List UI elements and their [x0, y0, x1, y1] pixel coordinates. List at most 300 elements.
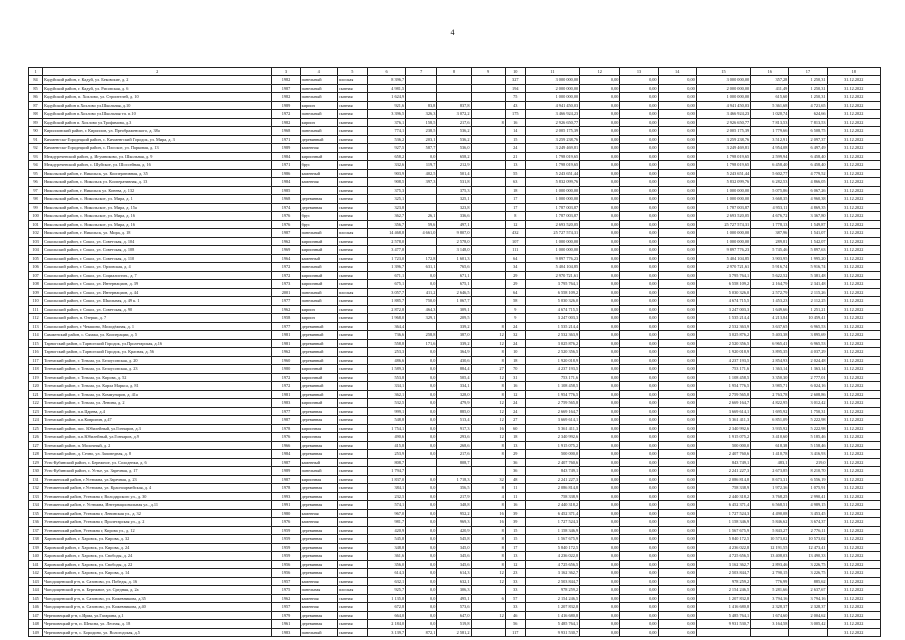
table-cell: 0,00 [580, 152, 620, 161]
table-row [29, 127, 881, 136]
table-row [29, 101, 881, 110]
table-cell: 1987 [272, 458, 300, 467]
table-cell: 1 723,0 [367, 254, 405, 263]
table-cell: 1985 [272, 186, 300, 195]
table-cell: 5 030 326,0 [696, 288, 750, 297]
table-cell: 0,00 [580, 373, 620, 382]
table-cell: 0,00 [658, 297, 696, 306]
table-cell: 384,1 [367, 484, 405, 493]
table-cell: деревянный [300, 322, 337, 331]
table-cell: Тарногский район, с.Тарногский Городок, ул. Красная, д. 56 [43, 348, 272, 357]
table-cell: 0,00 [658, 552, 696, 561]
table-cell: 16 [471, 424, 505, 433]
table-cell: 3 637,65 [751, 322, 789, 331]
table-cell: 0,00 [620, 450, 658, 459]
table-cell: 1 363,14 [751, 365, 789, 374]
table-cell: 99 [29, 203, 43, 212]
table-cell: Никольский район, с. Никольск ул. Кооперативная, д. 13 [43, 178, 272, 187]
table-cell: 57 [505, 594, 525, 603]
table-cell: 1 535 214,4 [525, 322, 579, 331]
table-cell: 1989 [272, 144, 300, 153]
table-cell: 6 558 109,2 [525, 288, 579, 297]
table-cell: 361,6 [367, 552, 405, 561]
table-cell: 1961 [272, 620, 300, 629]
table-cell: 0,00 [620, 484, 658, 493]
table-cell: 2 000 000,00 [696, 84, 750, 93]
table-cell: 8 [471, 543, 505, 552]
table-cell: 4 674 715,5 [525, 305, 579, 314]
table-cell: 1 674,60 [751, 611, 789, 620]
table-cell [471, 152, 505, 161]
table-cell: плоская [337, 229, 367, 238]
table-cell: 0,00 [658, 254, 696, 263]
table-cell: 18 [505, 356, 525, 365]
table-cell: 1977 [272, 322, 300, 331]
table-cell: панельный [300, 127, 337, 136]
table-cell: 1976 [272, 518, 300, 527]
table-row [29, 365, 881, 374]
table-cell: 1 920 018,9 [525, 356, 579, 365]
table-cell: 8 [471, 348, 505, 357]
table-cell: 3 935,92 [751, 424, 789, 433]
table-cell: 776,99 [751, 577, 789, 586]
table-cell: 0,00 [580, 186, 620, 195]
table-cell: 89 [29, 118, 43, 127]
table-cell: скатная [337, 543, 367, 552]
table-cell: Тотемский район, г. Тотьма, ул. Карла Маркса, д. 81 [43, 382, 272, 391]
table-cell: скатная [337, 212, 367, 221]
table-cell: 0,00 [580, 594, 620, 603]
table-cell: 631,1 [406, 263, 437, 272]
table-cell: 2 693 520,05 [525, 220, 579, 229]
table-cell: 0,00 [580, 271, 620, 280]
table-cell: 3 453,45 [789, 509, 827, 518]
table-cell: 375,3 [437, 186, 471, 195]
table-cell: 25 727 574,31 [525, 229, 579, 238]
table-cell: 31.12.2022 [827, 84, 880, 93]
table-cell: панельный [300, 76, 337, 85]
table-cell: деревянная [300, 611, 337, 620]
table-cell: каменная [300, 178, 337, 187]
table-cell: 4 954,08 [751, 144, 789, 153]
table-cell: 328,0 [437, 390, 471, 399]
table-cell: 0,00 [620, 518, 658, 527]
table-cell: 1 000 000,00 [525, 195, 579, 204]
table-cell: 1 108 458,5 [696, 373, 750, 382]
table-cell: 133 [29, 492, 43, 501]
table-cell: 675,1 [437, 280, 471, 289]
table-cell: 0,00 [580, 365, 620, 374]
table-cell [406, 84, 437, 93]
table-cell: 253,9 [367, 450, 405, 459]
table-cell: 134 [29, 501, 43, 510]
table-cell: 17 [505, 203, 525, 212]
table-row [29, 212, 881, 221]
table-cell: 8 [471, 560, 505, 569]
table-cell: Устюженский район, Устюжна г, Пролетарская ул., д. 2 [43, 518, 272, 527]
table-cell: 2 503 844,7 [525, 577, 579, 586]
table-cell: кирпич [300, 101, 337, 110]
table-cell: скатная [337, 518, 367, 527]
table-cell: 3 477,8 [367, 246, 405, 255]
table-cell: 0,00 [658, 475, 696, 484]
table-row [29, 509, 881, 518]
table-cell: 29 [505, 450, 525, 459]
table-cell: 31.12.2022 [827, 382, 880, 391]
table-cell: 2 340 992,6 [696, 424, 750, 433]
table-cell: 31.12.2022 [827, 314, 880, 323]
table-cell: 0,00 [580, 501, 620, 510]
table-cell: 5 222,98 [789, 424, 827, 433]
table-cell: 2 241 227,3 [696, 467, 750, 476]
table-cell: 1 601,3 [437, 254, 471, 263]
table-cell: 0,00 [658, 560, 696, 569]
table-cell: 11 [505, 492, 525, 501]
table-cell: 2 669 164,7 [696, 399, 750, 408]
table-cell: 0,00 [580, 416, 620, 425]
table-cell: 0,00 [580, 76, 620, 85]
table-cell: 8 [471, 356, 505, 365]
table-cell: 10 573,02 [789, 535, 827, 544]
table-row [29, 263, 881, 272]
table-cell: 917,3 [437, 424, 471, 433]
table-cell: 334,1 [437, 382, 471, 391]
table-cell: 0,00 [580, 178, 620, 187]
table-cell: 3 226,75 [789, 569, 827, 578]
table-row [29, 552, 881, 561]
table-cell: 5 916,74 [751, 263, 789, 272]
table-cell: 16 [505, 118, 525, 127]
table-cell: 345,6 [437, 552, 471, 561]
table-cell: 1 158 346,9 [696, 518, 750, 527]
table-cell: 8 [471, 526, 505, 535]
table-cell: 217,6 [437, 118, 471, 127]
table-cell: 31.12.2022 [827, 552, 880, 561]
table-cell: 39 [505, 518, 525, 527]
table-cell: 102 [29, 229, 43, 238]
table-cell: 0,00 [620, 254, 658, 263]
table-row [29, 152, 881, 161]
table-row [29, 467, 881, 476]
table-cell [300, 186, 337, 195]
table-row [29, 586, 881, 595]
table-cell: 5 185,46 [789, 433, 827, 442]
table-cell: 7 813,53 [789, 118, 827, 127]
table-cell: брус [300, 220, 337, 229]
table-cell: 0,00 [580, 297, 620, 306]
table-cell: Сокольский район, г. Сокол, ул. Советская, д. 110 [43, 254, 272, 263]
table-cell: 765,6 [437, 263, 471, 272]
table-cell: 387,96 [751, 229, 789, 238]
table-cell: 114 [29, 331, 43, 340]
column-number-cell: 16 [751, 68, 789, 76]
table-cell: 60 [505, 424, 525, 433]
table-cell: Кадуйский район, п. Хохлово, ул. Строителей, д. 10 [43, 93, 272, 102]
table-cell: 0,00 [580, 424, 620, 433]
table-cell: 536,2 [437, 127, 471, 136]
table-cell: панельный [300, 467, 337, 476]
table-cell: 0,00 [658, 212, 696, 221]
table-cell [471, 101, 505, 110]
table-cell: 0,00 [620, 322, 658, 331]
table-cell: деревянный [300, 382, 337, 391]
table-cell: 43 [505, 101, 525, 110]
table-cell: 31.12.2022 [827, 271, 880, 280]
table-cell: 1979 [272, 611, 300, 620]
table-cell: 0,0 [406, 365, 437, 374]
table-cell: 1 250,31 [789, 76, 827, 85]
table-cell: 885,0 [437, 407, 471, 416]
table-cell: 6 497,49 [789, 144, 827, 153]
table-cell: 29 [505, 280, 525, 289]
table-cell: 1962 [272, 305, 300, 314]
table-cell: 2 970 721,61 [525, 271, 579, 280]
table-cell: 362,1 [367, 390, 405, 399]
table-cell: 671,1 [437, 271, 471, 280]
table-cell: 1 000 000,00 [696, 186, 750, 195]
table-cell: 0,00 [620, 569, 658, 578]
table-cell: 675,1 [367, 280, 405, 289]
table-cell: 4 869,35 [789, 203, 827, 212]
table-row [29, 314, 881, 323]
table-cell: 1957 [272, 603, 300, 612]
table-row [29, 416, 881, 425]
table-cell: 2 854,93 [751, 356, 789, 365]
table-row [29, 110, 881, 119]
table-cell: 56 [505, 620, 525, 629]
table-cell: 536,0 [437, 144, 471, 153]
table-cell: 58 [505, 297, 525, 306]
table-cell [471, 178, 505, 187]
table-cell: 0,00 [580, 586, 620, 595]
table-cell [406, 93, 437, 102]
table-cell: Сокольский район, г. Сокол, ул. Интернацион, д. 39 [43, 280, 272, 289]
table-cell: 1987 [272, 84, 300, 93]
table-cell: 1987 [272, 416, 300, 425]
table-cell: 479,9 [437, 399, 471, 408]
table-cell: 0,00 [658, 314, 696, 323]
table-cell: 10 573,02 [751, 535, 789, 544]
table-cell: 15 [505, 535, 525, 544]
table-cell: кирпичный [300, 365, 337, 374]
table-cell: 0,00 [620, 314, 658, 323]
table-cell: 1978 [272, 424, 300, 433]
table-row [29, 348, 881, 357]
table-row [29, 118, 881, 127]
table-row [29, 535, 881, 544]
table-cell: 969,3 [437, 518, 471, 527]
table-cell: 16 [505, 501, 525, 510]
table-cell: Череповецкий р-н, п. Шексна, ул. Лесная, д. 18 [43, 620, 272, 629]
table-cell: 1 075,91 [789, 484, 827, 493]
table-cell: 0,00 [658, 178, 696, 187]
table-cell: 885,62 [789, 577, 827, 586]
table-cell: деревянная [300, 450, 337, 459]
table-cell: 31.12.2022 [827, 441, 880, 450]
table-cell: скатная [337, 594, 367, 603]
table-cell: 3 025 876,2 [696, 331, 750, 340]
table-cell: 5 485 764,1 [525, 620, 579, 629]
column-number-cell: 9 [471, 68, 505, 76]
table-cell: Усть-Кубинский район, с. Устье, ул. Заречная, д. 17 [43, 467, 272, 476]
table-cell: 258,8 [406, 331, 437, 340]
table-cell: 46 [505, 611, 525, 620]
table-cell: 31.12.2022 [827, 501, 880, 510]
table-cell: Тотемский район, г. Тотьма, ул. Ленина, д. 2 [43, 399, 272, 408]
table-cell: 31.12.2022 [827, 220, 880, 229]
table-cell: 1972 [272, 271, 300, 280]
table-cell: 553,8 [367, 373, 405, 382]
table-cell: 31.12.2022 [827, 484, 880, 493]
table-cell: 31.12.2022 [827, 577, 880, 586]
table-cell: 0,00 [658, 144, 696, 153]
table-cell: 323,8 [367, 203, 405, 212]
table-row [29, 254, 881, 263]
table-cell: 362,7 [367, 212, 405, 221]
table-cell: 348,8 [437, 501, 471, 510]
table-row [29, 569, 881, 578]
table-cell: 927,5 [367, 144, 405, 153]
table-cell: 0,00 [620, 458, 658, 467]
table-cell: скатная [337, 450, 367, 459]
table-cell: 1 954 776,5 [525, 390, 579, 399]
table-cell: 0,00 [620, 628, 658, 637]
table-cell: 31.12.2022 [827, 467, 880, 476]
table-cell: 32 [471, 475, 505, 484]
table-cell: 115 [29, 339, 43, 348]
table-cell: 3 226,75 [789, 560, 827, 569]
table-cell: скатная [337, 628, 367, 637]
table-cell: 2 759 565,8 [525, 399, 579, 408]
column-number-cell: 6 [367, 68, 405, 76]
table-cell: 0,00 [658, 169, 696, 178]
column-number-cell: 14 [658, 68, 696, 76]
table-cell: 149 [29, 628, 43, 637]
table-cell: 0,00 [658, 220, 696, 229]
table-cell: плоская [337, 288, 367, 297]
table-cell: 0,00 [658, 484, 696, 493]
table-cell: 1 541,07 [789, 229, 827, 238]
table-cell: 0,00 [620, 280, 658, 289]
table-cell: 2 790,15 [751, 569, 789, 578]
table-cell: 12 [471, 339, 505, 348]
table-cell: панельный [300, 288, 337, 297]
table-cell: 15 [505, 526, 525, 535]
table-cell: 5 846,62 [751, 518, 789, 527]
table-cell: 0,00 [620, 297, 658, 306]
table-cell: 1 798 019,65 [696, 161, 750, 170]
table-cell: 212,9 [437, 161, 471, 170]
table-cell: 1 567 675,9 [525, 535, 579, 544]
table-cell: 0,0 [406, 373, 437, 382]
table-cell: 513,4 [437, 416, 471, 425]
table-cell: 1 837,0 [367, 475, 405, 484]
table-cell: 420,9 [437, 526, 471, 535]
table-cell: 430,6 [437, 356, 471, 365]
table-cell: 138 [29, 535, 43, 544]
table-cell: 1 885,7 [367, 297, 405, 306]
table-row [29, 356, 881, 365]
table-cell: 3 259 238,76 [696, 135, 750, 144]
table-cell: панельный [300, 229, 337, 238]
table-cell: 12 [471, 577, 505, 586]
table-cell: Кичменгско-Городецкий район, с. Плоское, ул. Парковая, д. 13 [43, 144, 272, 153]
table-cell: Устюженский район, Устюжна г, Ленинская ул., д. 32 [43, 509, 272, 518]
table-cell: 1989 [272, 101, 300, 110]
table-cell: 1968 [272, 127, 300, 136]
table-cell: 31.12.2022 [827, 458, 880, 467]
table-cell: плоская [337, 76, 367, 85]
table-cell: 0,00 [620, 135, 658, 144]
table-cell: деревянный [300, 390, 337, 399]
table-cell: 2 407 760,6 [525, 458, 579, 467]
table-cell: скатная [337, 314, 367, 323]
table-cell: 6 452 371,4 [696, 501, 750, 510]
table-cell: 31.12.2022 [827, 135, 880, 144]
table-cell: Сокольский район, г. Сокол, ул. Школьная, д. 49 к. 1 [43, 297, 272, 306]
table-cell: 0,00 [580, 552, 620, 561]
table-cell: 5 840 172,5 [696, 535, 750, 544]
table-cell: Никольский район, с. Никольское, ул. Мира, д. 16 [43, 212, 272, 221]
table-cell: 2 572,79 [751, 288, 789, 297]
table-cell: 574,1 [367, 501, 405, 510]
table-cell: 0,00 [620, 144, 658, 153]
table-cell: 0,00 [580, 518, 620, 527]
table-cell: 3 512,91 [751, 135, 789, 144]
table-cell: 3 012,42 [789, 399, 827, 408]
table-cell: 5 622,52 [751, 271, 789, 280]
table-cell: 31.12.2022 [827, 297, 880, 306]
table-cell: 13 [505, 552, 525, 561]
table-cell: 1986 [272, 169, 300, 178]
table-cell: 2 926 650,77 [696, 118, 750, 127]
table-cell: 48 [505, 475, 525, 484]
table-cell: 0,00 [620, 271, 658, 280]
table-cell: 0,00 [580, 390, 620, 399]
table-cell: 31.12.2022 [827, 322, 880, 331]
table-cell: 3 005,42 [789, 620, 827, 629]
table-cell [471, 254, 505, 263]
table-cell: 31.12.2022 [827, 356, 880, 365]
table-cell: 0,00 [658, 458, 696, 467]
table-cell: 387,0 [437, 331, 471, 340]
table-cell: 0,00 [620, 110, 658, 119]
table-cell: 4 037,29 [789, 348, 827, 357]
table-cell: 1 135,8 [367, 594, 405, 603]
table-cell: 1 798 019,65 [525, 161, 579, 170]
table-cell: 0,0 [406, 526, 437, 535]
table-cell: 31.12.2022 [827, 195, 880, 204]
column-number-cell: 5 [337, 68, 367, 76]
table-cell: 658,2 [367, 152, 405, 161]
table-cell: 3 249 469,81 [696, 144, 750, 153]
table-cell: 24 [505, 322, 525, 331]
table-cell: 0,0 [406, 577, 437, 586]
table-cell: 536,2 [437, 135, 471, 144]
table-cell: 6 965,53 [789, 339, 827, 348]
table-row [29, 237, 881, 246]
table-cell: 0,00 [620, 365, 658, 374]
table-cell: 2 532 363,9 [525, 331, 579, 340]
page-number: 4 [450, 28, 455, 37]
table-cell: 0,00 [580, 382, 620, 391]
table-cell: 774,1 [367, 127, 405, 136]
table-cell: 0,00 [580, 433, 620, 442]
table-cell: деревянный [300, 331, 337, 340]
table-cell: 1982 [272, 118, 300, 127]
table-cell: 978 259,2 [525, 586, 579, 595]
table-cell: кирпичный [300, 280, 337, 289]
